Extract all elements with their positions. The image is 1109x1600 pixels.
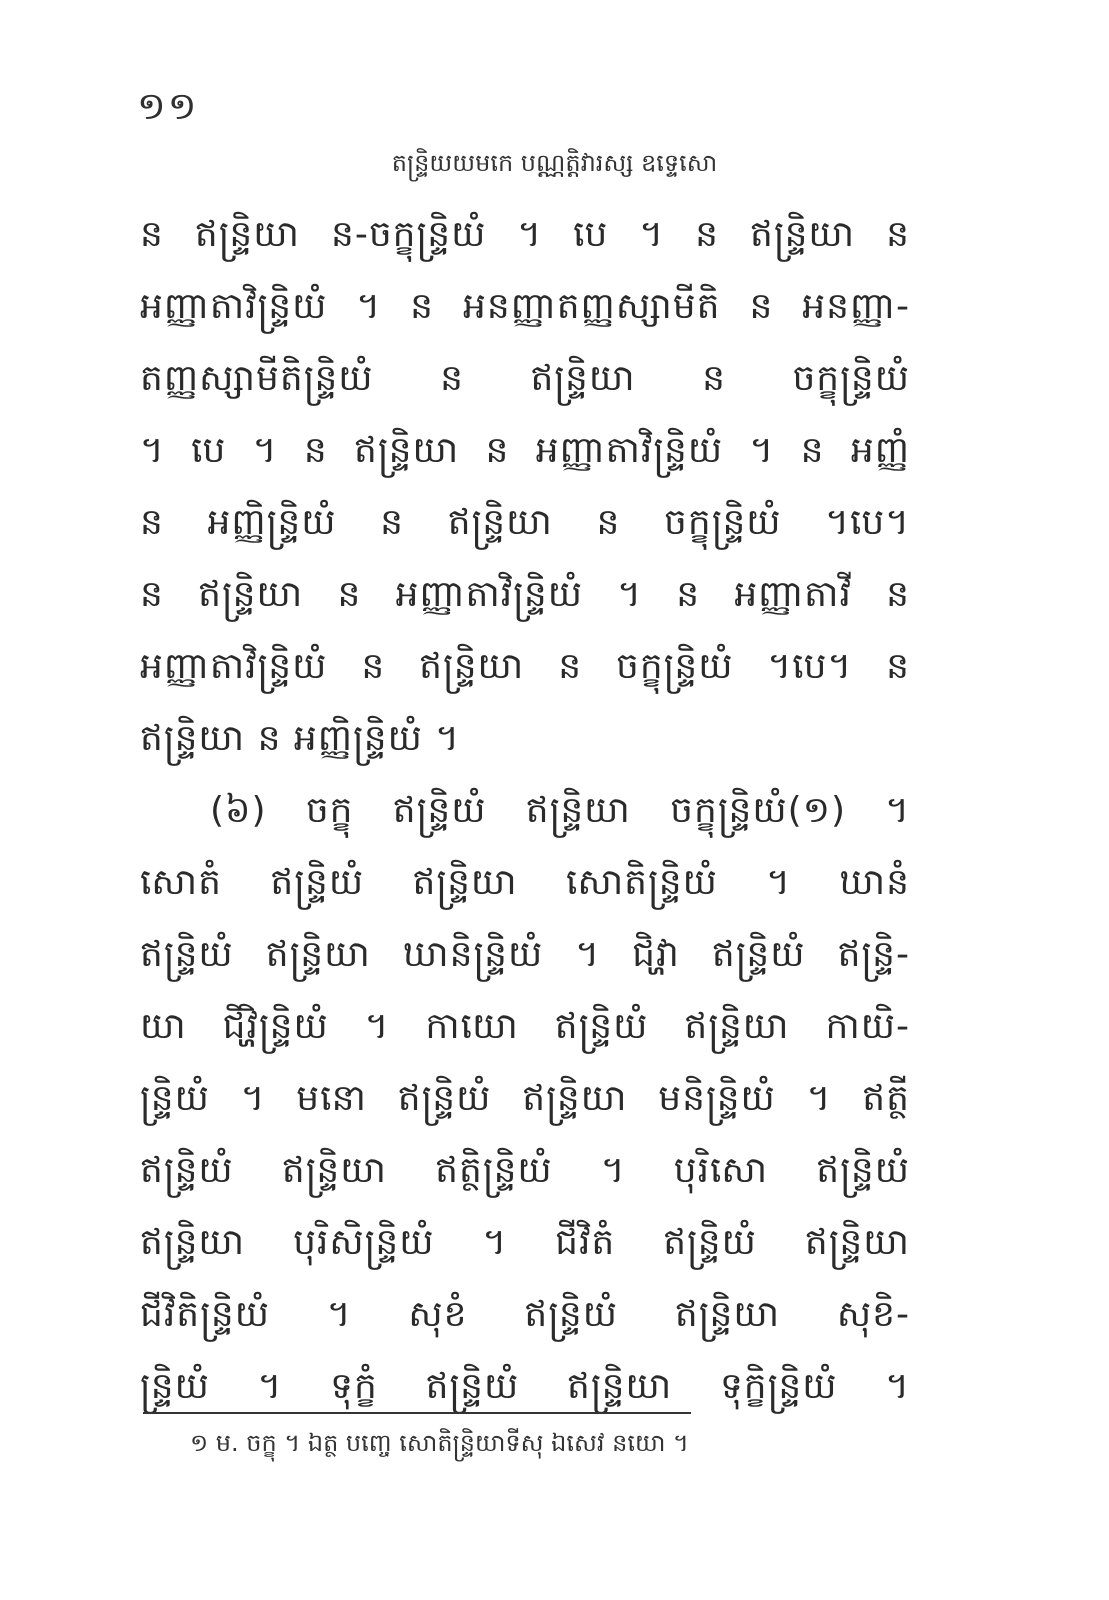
footnote: ១ ម. ចក្ខុ ។ ឯត្ថ បញ្ចេ សោតិន្ទ្រិយាទីសុ ឯសេវ នយោ ។ [190, 1429, 689, 1457]
body-text [140, 205, 910, 1429]
footnote-divider [143, 1412, 691, 1414]
text-line: ឥន្ទ្រិយំ ឥន្ទ្រិយា ឃានិន្ទ្រិយំ ។ ជិវ្ហា ឥន្ទ្រិយំ ឥន្ទ្រិ- [140, 934, 910, 975]
text-line: អញ្ញាតាវិន្ទ្រិយំ ន ឥន្ទ្រិយា ន ចក្ខុន្ទ្រិយំ ។បេ។ ន [140, 646, 910, 687]
page-number: ១១ [137, 84, 199, 128]
text-line: ន ឥន្ទ្រិយា ន អញ្ញាតាវិន្ទ្រិយំ ។ ន អញ្ញាតាវី ន [140, 574, 910, 615]
text-line: ន្ទ្រិយំ ។ ទុក្ខំ ឥន្ទ្រិយំ ឥន្ទ្រិយា ទុក្ខិន្ទ្រិយំ ។ [140, 1366, 910, 1407]
text-line: ន្ទ្រិយំ ។ មនោ ឥន្ទ្រិយំ ឥន្ទ្រិយា មនិន្ទ្រិយំ ។ ឥត្ថី [140, 1078, 910, 1119]
text-line: ឥន្ទ្រិយំ ឥន្ទ្រិយា ឥត្ថិន្ទ្រិយំ ។ បុរិសោ ឥន្ទ្រិយំ [140, 1150, 910, 1191]
text-line: អញ្ញាតាវិន្ទ្រិយំ ។ ន អនញ្ញាតញ្ញស្សាមីតិ ន អនញ្ញា- [140, 286, 910, 327]
text-line: ឥន្ទ្រិយា ន អញ្ញិន្ទ្រិយំ ។ [140, 718, 461, 759]
text-line: ។ បេ ។ ន ឥន្ទ្រិយា ន អញ្ញាតាវិន្ទ្រិយំ ។ ន អញ្ញំ [140, 430, 910, 471]
text-line: ន អញ្ញិន្ទ្រិយំ ន ឥន្ទ្រិយា ន ចក្ខុន្ទ្រិយំ ។បេ។ [140, 502, 910, 543]
paragraph-start-line: (៦) ចក្ខុ ឥន្ទ្រិយំ ឥន្ទ្រិយា ចក្ខុន្ទ្រិយំ(១) ។ [210, 790, 910, 831]
text-line: ឥន្ទ្រិយា បុរិសិន្ទ្រិយំ ។ ជីវិតំ ឥន្ទ្រិយំ ឥន្ទ្រិយា [140, 1222, 910, 1263]
text-line: ន ឥន្ទ្រិយា ន-ចក្ខុន្ទ្រិយំ ។ បេ ។ ន ឥន្ទ្រិយា ន [140, 214, 910, 255]
text-line: តញ្ញស្សាមីតិន្ទ្រិយំ ន ឥន្ទ្រិយា ន ចក្ខុន្ទ្រិយំ [140, 358, 910, 399]
text-line: សោតំ ឥន្ទ្រិយំ ឥន្ទ្រិយា សោតិន្ទ្រិយំ ។ ឃានំ [140, 862, 910, 903]
text-line: យា ជិវ្ហិន្ទ្រិយំ ។ កាយោ ឥន្ទ្រិយំ ឥន្ទ្រិយា កាយិ- [140, 1006, 910, 1047]
text-line: ជីវិតិន្ទ្រិយំ ។ សុខំ ឥន្ទ្រិយំ ឥន្ទ្រិយា សុខិ- [140, 1294, 910, 1335]
running-header: តន្ទ្រិយយមកេ បណ្ណត្តិវារស្ស ឧទ្ទេសោ [391, 149, 718, 177]
